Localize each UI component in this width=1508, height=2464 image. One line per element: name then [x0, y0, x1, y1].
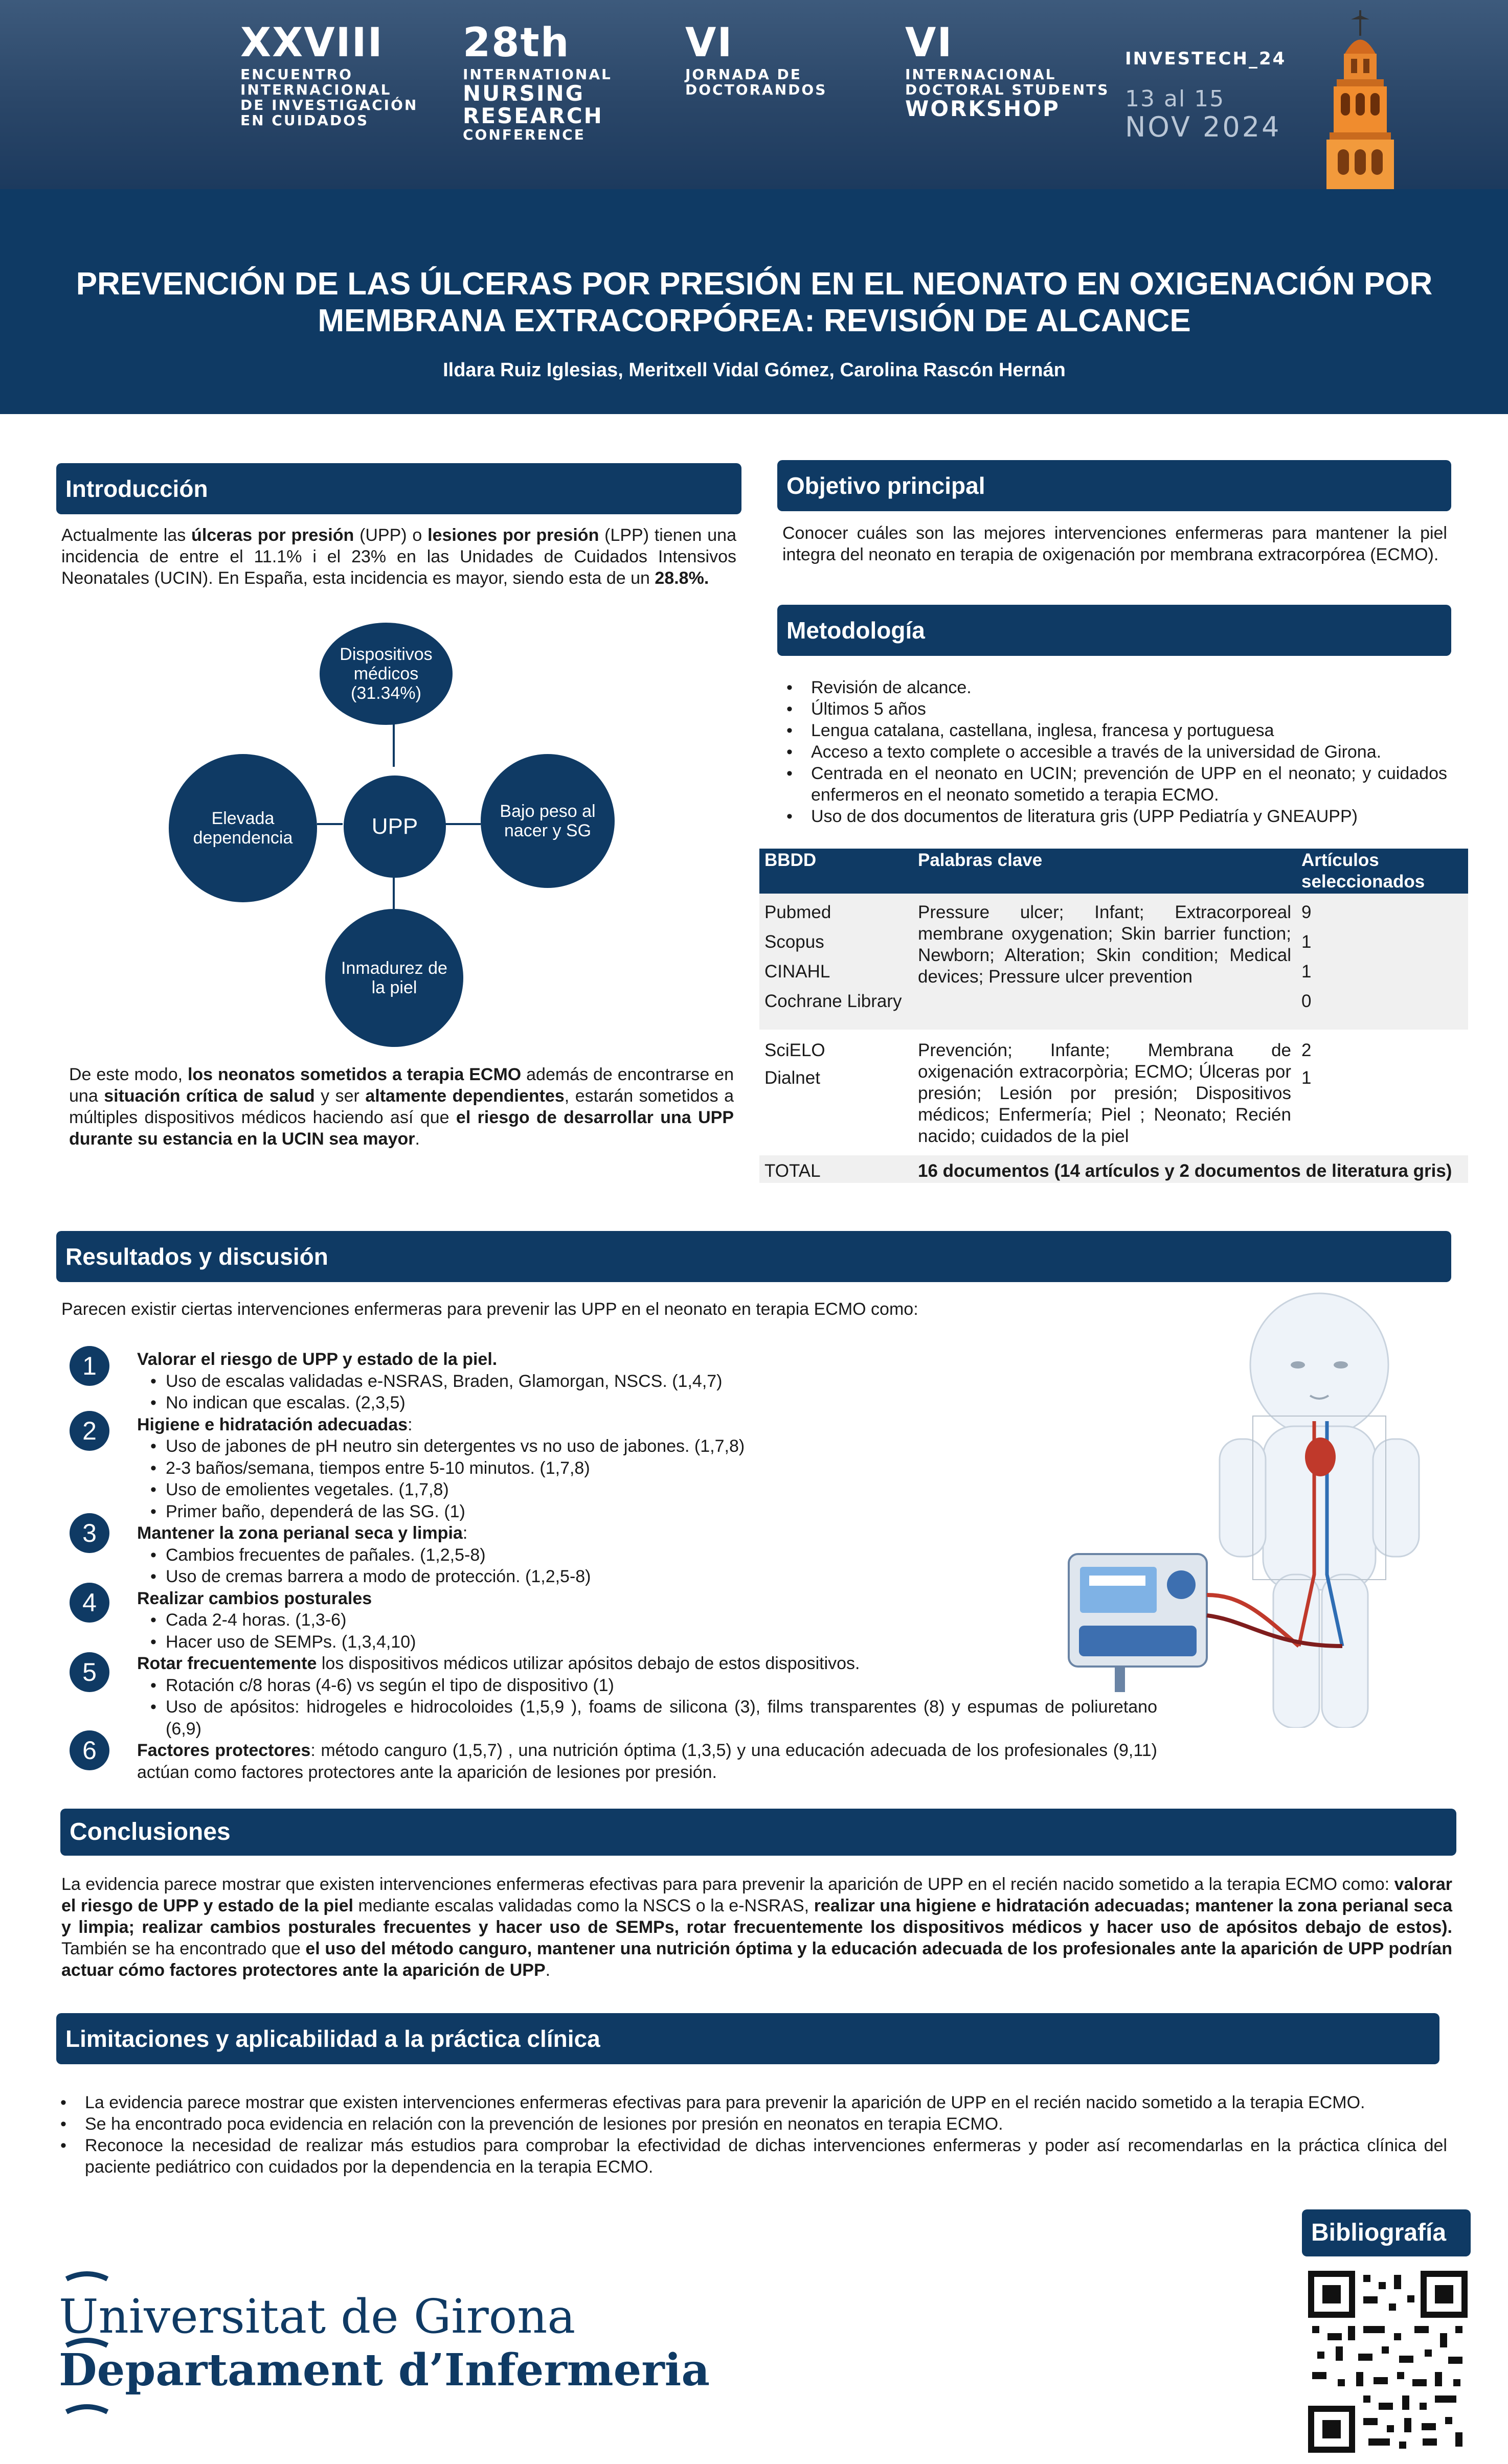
- number-badge: 5: [70, 1652, 109, 1692]
- section-heading-objetivo: Objetivo principal: [777, 460, 1451, 511]
- table-row-total: [759, 1155, 1468, 1183]
- event-dates: 13 al 15: [1125, 86, 1225, 112]
- conference-block-encuentro: [240, 20, 418, 129]
- block-big-text: VI: [685, 20, 733, 66]
- event-name: INVESTECH_24: [1125, 49, 1287, 69]
- table-row: [759, 1030, 1468, 1155]
- result-heading: Higiene e hidratación adecuadas: [137, 1414, 408, 1434]
- table-cell: [913, 1030, 1296, 1155]
- result-item: • Rotación c/8 horas (4-6) vs según el tipo de dispositivo (1): [137, 1675, 1157, 1697]
- resultados-list: Valorar el riesgo de UPP y estado de la piel. • Uso de escalas validadas e-NSRAS, Braden, Glamorgan, NSCS. (1,4,7) • No indican que escalas. (2,3,5) Higiene e hidratación adecuadas: • Uso de jabones de pH neutro sin detergentes vs no uso de jabones. (1,7,8) • 2-3 baños/semana, tiempos entre 5-10 minutos. (1,7,8) • Uso de emolientes vegetales. (1,7,8) • Primer baño, dependerá de las SG. (1) Mantener la zona perianal seca y limpia: • Cambios frecuentes de pañales. (1,2,5-8) • Uso de cremas barrera a modo de protección. (1,2,5-8) Realizar cambios posturales • Cada 2-4 horas. (1,3-6) • Hacer uso de SEMPs. (1,3,4,10) Rotar frecuentemente los dispositivos médicos utilizar apósitos debajo de estos dispositivos. • Rotación c/8 horas (4-6) vs según el tipo de dispositivo (1) • Uso de apósitos: hidrogeles e hidrocoloides (1,5,9 ), foams de silicona (3), films transparentes (8) y espumas de poliuretano (6,9) Factores protectores: método canguro (1,5,7) , una nutrición óptima (1,3,5) y una educación adecuada de los profesionales (9,11) actúan como factores protectores ante la aparición de lesiones por presión.: [137, 1349, 1157, 1783]
- db-name: Scopus: [764, 932, 824, 952]
- db-name: Pubmed: [764, 902, 831, 922]
- result-item: • 2-3 baños/semana, tiempos entre 5-10 minutos. (1,7,8): [137, 1457, 1157, 1479]
- number-badge: 2: [70, 1411, 109, 1451]
- text-run: lesiones por presión: [427, 526, 599, 545]
- list-item: • Reconoce la necesidad de realizar más estudios para comprobar la efectividad de dichas intervenciones enfermeras y poder así recomendarlas en la práctica clínica del paciente pediátrico con cuidados por la dependencia en la terapia ECMO.: [56, 2135, 1447, 2178]
- diagram-node-upp: UPP: [344, 775, 446, 878]
- block-line: NURSING: [463, 81, 585, 106]
- limitaciones-list: [56, 2092, 1447, 2178]
- block-big-text: 28th: [463, 20, 570, 66]
- result-item: • Uso de emolientes vegetales. (1,7,8): [137, 1479, 1157, 1501]
- diagram-node-inmadurez: Inmadurez de la piel: [325, 909, 463, 1047]
- text-run: , estarán sometidos a múltiples dispositivos médicos haciendo así que: [69, 1086, 734, 1127]
- table-cell: [913, 1155, 1468, 1183]
- text-run: úlceras por presión: [191, 526, 354, 545]
- text-run: .: [545, 1960, 551, 1980]
- baby-ecmo-illustration: [1048, 1288, 1457, 1728]
- list-item: • Centrada en el neonato en UCIN; prevención de UPP en el neonato; y cuidados enfermeros en el neonato sometido a terapia ECMO.: [782, 763, 1447, 806]
- text-run: 28.8%.: [655, 568, 709, 588]
- section-heading-conclusiones: Conclusiones: [60, 1809, 1456, 1856]
- block-line: RESEARCH: [463, 103, 603, 128]
- count: 2: [1301, 1040, 1312, 1060]
- text-run: La evidencia parece mostrar que existen intervenciones enfermeras efectivas para para prevenir la aparición de UPP en el recién nacido sometido a la terapia ECMO como:: [61, 1875, 1394, 1894]
- total-label: TOTAL: [764, 1161, 821, 1181]
- block-line: INTERNACIONAL: [905, 66, 1056, 83]
- list-item: • Revisión de alcance.: [782, 677, 1447, 698]
- result-item: • Hacer uso de SEMPs. (1,3,4,10): [137, 1631, 1157, 1653]
- db-name: SciELO: [764, 1040, 825, 1060]
- total-value: 16 documentos (14 artículos y 2 documentos de literatura gris): [918, 1161, 1452, 1181]
- count: 1: [1301, 1068, 1312, 1088]
- block-big-text: VI: [905, 20, 953, 66]
- number-badge: 3: [70, 1513, 109, 1553]
- block-line: JORNADA DE: [685, 66, 802, 83]
- table-cell: [759, 1030, 913, 1155]
- diagram-node-dispositivos: Dispositivos médicos (31.34%): [320, 623, 453, 725]
- block-line: INTERNACIONAL: [240, 81, 392, 98]
- text-run: los dispositivos médicos utilizar apósitos debajo de estos dispositivos.: [317, 1654, 860, 1673]
- list-item: • Uso de dos documentos de literatura gris (UPP Pediatría y GNEAUPP): [782, 806, 1447, 827]
- list-item: • Lengua catalana, castellana, inglesa, francesa y portuguesa: [782, 720, 1447, 741]
- poster-authors: Ildara Ruiz Iglesias, Meritxell Vidal Gómez, Carolina Rascón Hernán: [443, 359, 1066, 381]
- block-line: WORKSHOP: [905, 96, 1060, 121]
- block-line: INTERNATIONAL: [463, 66, 612, 83]
- number-badge: 4: [70, 1583, 109, 1623]
- block-line: DOCTORAL STUDENTS: [905, 81, 1110, 98]
- text-run: además de encontrarse en una: [69, 1065, 734, 1106]
- text-run: realizar una higiene e hidratación adecuadas; mantener la zona perianal seca y limpia; realizar cambios posturales frecuentes y hacer uso de SEMPs, rotar frecuentemente los dispositivos médicos y hacer uso de apósitos debajo de estos).: [61, 1896, 1452, 1937]
- text-run: el uso del método canguro, mantener una nutrición óptima y la educación adecuada de los profesionales ante la aparición de UPP podrían actuar cómo factores protectores ante la aparición de UPP: [61, 1939, 1452, 1980]
- count: 0: [1301, 991, 1312, 1011]
- table-cell: [759, 894, 913, 1030]
- db-name: Cochrane Library: [764, 991, 902, 1011]
- section-heading-resultados: Resultados y discusión: [56, 1231, 1451, 1282]
- intro-paragraph-2: [69, 1064, 734, 1150]
- diagram-node-dependencia: Elevada dependencia: [169, 754, 317, 902]
- conference-block-jornada: [685, 20, 827, 98]
- conclusiones-text: [61, 1874, 1452, 1981]
- text-run: mediante escalas validadas como la NSCS o la e-NSRAS,: [353, 1896, 814, 1915]
- table-header-row: [759, 849, 1468, 894]
- result-item: • Cambios frecuentes de pañales. (1,2,5-8): [137, 1544, 1157, 1566]
- text-run: altamente dependientes: [365, 1086, 565, 1106]
- text-run: También se ha encontrado que: [61, 1939, 306, 1958]
- section-heading-limitaciones: Limitaciones y aplicabilidad a la práctica clínica: [56, 2013, 1439, 2064]
- keywords: Prevención; Infante; Membrana de oxigenación extracorpòria; ECMO; Úlceras por presión; Lesión por presión; Dispositivos médicos; Enfermería; Piel ; Neonato; Recién nacido; cuidados de la piel: [918, 1040, 1291, 1146]
- result-item: • Primer baño, dependerá de las SG. (1): [137, 1501, 1157, 1523]
- table-cell: [1296, 894, 1468, 1030]
- qr-code-icon[interactable]: [1307, 2270, 1469, 2454]
- result-item: • Uso de escalas validadas e-NSRAS, Braden, Glamorgan, NSCS. (1,4,7): [137, 1371, 1157, 1393]
- text-run: .: [415, 1129, 420, 1149]
- tower-icon: [1294, 5, 1427, 189]
- diagram-node-bajo-peso: Bajo peso al nacer y SG: [481, 754, 615, 888]
- list-item: • Se ha encontrado poca evidencia en relación con la prevención de lesiones por presión en neonatos en terapia ECMO.: [56, 2113, 1447, 2135]
- table-row: [759, 894, 1468, 1030]
- search-table: [759, 849, 1468, 1183]
- block-line: DOCTORANDOS: [685, 81, 827, 98]
- metodologia-list: [782, 677, 1447, 827]
- table-cell: [759, 1155, 913, 1183]
- list-item: • Últimos 5 años: [782, 698, 1447, 720]
- result-heading: Rotar frecuentemente: [137, 1654, 317, 1673]
- text-run: : método canguro (1,5,7) , una nutrición óptima (1,3,5) y una educación adecuada de los profesionales (9,11) actúan como factores protectores ante la aparición de lesiones por presión.: [137, 1741, 1157, 1782]
- section-heading-metodologia: Metodología: [777, 605, 1451, 656]
- objetivo-text: Conocer cuáles son las mejores intervenciones enfermeras para mantener la piel integra del neonato en terapia de oxigenación por membrana extracorpórea (ECMO).: [782, 523, 1447, 564]
- result-item: • Uso de apósitos: hidrogeles e hidrocoloides (1,5,9 ), foams de silicona (3), films transparentes (8) y espumas de poliuretano (6,9): [137, 1696, 1157, 1740]
- table-cell: [1296, 1030, 1468, 1155]
- conference-block-nursing: [463, 20, 612, 143]
- list-item: • La evidencia parece mostrar que existen intervenciones enfermeras efectivas para para prevenir la aparición de UPP en el recién nacido sometido a la terapia ECMO.: [56, 2092, 1447, 2113]
- section-heading-introduccion: Introducción: [56, 463, 741, 514]
- result-item: • No indican que escalas. (2,3,5): [137, 1392, 1157, 1414]
- text-run: los neonatos sometidos a terapia ECMO: [187, 1065, 522, 1084]
- text-run: situación crítica de salud: [104, 1086, 315, 1106]
- result-heading: Factores protectores: [137, 1741, 311, 1760]
- table-cell: [913, 894, 1296, 1030]
- count: 1: [1301, 962, 1312, 982]
- result-item: • Uso de jabones de pH neutro sin detergentes vs no uso de jabones. (1,7,8): [137, 1435, 1157, 1457]
- db-name: CINAHL: [764, 962, 830, 982]
- section-heading-bibliografia: Bibliografía: [1302, 2209, 1471, 2256]
- count: 9: [1301, 902, 1312, 922]
- block-line: CONFERENCE: [463, 126, 586, 143]
- block-big-text: XXVIII: [240, 20, 384, 66]
- text-run: y ser: [314, 1086, 366, 1106]
- text-run: (UPP) o: [354, 526, 428, 545]
- result-heading: Realizar cambios posturales: [137, 1588, 372, 1608]
- event-month: NOV 2024: [1125, 111, 1281, 143]
- table-header: Palabras clave: [913, 849, 1296, 894]
- count: 1: [1301, 932, 1312, 952]
- table-header: BBDD: [759, 849, 913, 894]
- resultados-intro: Parecen existir ciertas intervenciones enfermeras para prevenir las UPP en el neonato en terapia ECMO como:: [61, 1299, 918, 1319]
- conference-block-workshop: [905, 20, 1110, 121]
- result-heading: Mantener la zona perianal seca y limpia: [137, 1523, 463, 1543]
- result-item: • Cada 2-4 horas. (1,3-6): [137, 1609, 1157, 1631]
- poster-title: PREVENCIÓN DE LAS ÚLCERAS POR PRESIÓN EN EL NEONATO EN OXIGENACIÓN POR MEMBRANA EXTRACORPÓREA: REVISIÓN DE ALCANCE: [76, 266, 1433, 338]
- text-run: valorar el riesgo de UPP y estado de la piel: [61, 1875, 1452, 1915]
- intro-paragraph: [61, 524, 736, 589]
- block-line: ENCUENTRO: [240, 66, 353, 83]
- header-banner: [0, 0, 1508, 189]
- text-run: De este modo,: [69, 1065, 188, 1084]
- text-run: el riesgo de desarrollar una UPP durante su estancia en la UCIN sea mayor: [69, 1108, 734, 1149]
- text-run: Actualmente las: [61, 526, 192, 545]
- university-name: Universitat de Girona: [59, 2289, 576, 2344]
- result-item: • Uso de cremas barrera a modo de protección. (1,2,5-8): [137, 1566, 1157, 1588]
- number-badge: 6: [70, 1730, 109, 1770]
- result-heading: Valorar el riesgo de UPP y estado de la piel.: [137, 1350, 498, 1369]
- department-name: Departament d’Infermeria: [59, 2344, 710, 2396]
- block-line: EN CUIDADOS: [240, 112, 369, 129]
- db-name: Dialnet: [764, 1068, 820, 1088]
- keywords: Pressure ulcer; Infant; Extracorporeal membrane oxygenation; Skin barrier function; Newborn; Alteration; Skin condition; Medical devices; Pressure ulcer prevention: [918, 902, 1291, 987]
- block-line: DE INVESTIGACIÓN: [240, 97, 418, 113]
- text-run: (LPP) tienen una incidencia de entre el 11.1% i el 23% en las Unidades de Cuidados Intensivos Neonatales (UCIN). En España, esta incidencia es mayor, siendo esta de un: [61, 526, 736, 588]
- table-header: Artículos seleccionados: [1296, 849, 1468, 894]
- number-badge: 1: [70, 1346, 109, 1386]
- list-item: • Acceso a texto complete o accesible a través de la universidad de Girona.: [782, 741, 1447, 763]
